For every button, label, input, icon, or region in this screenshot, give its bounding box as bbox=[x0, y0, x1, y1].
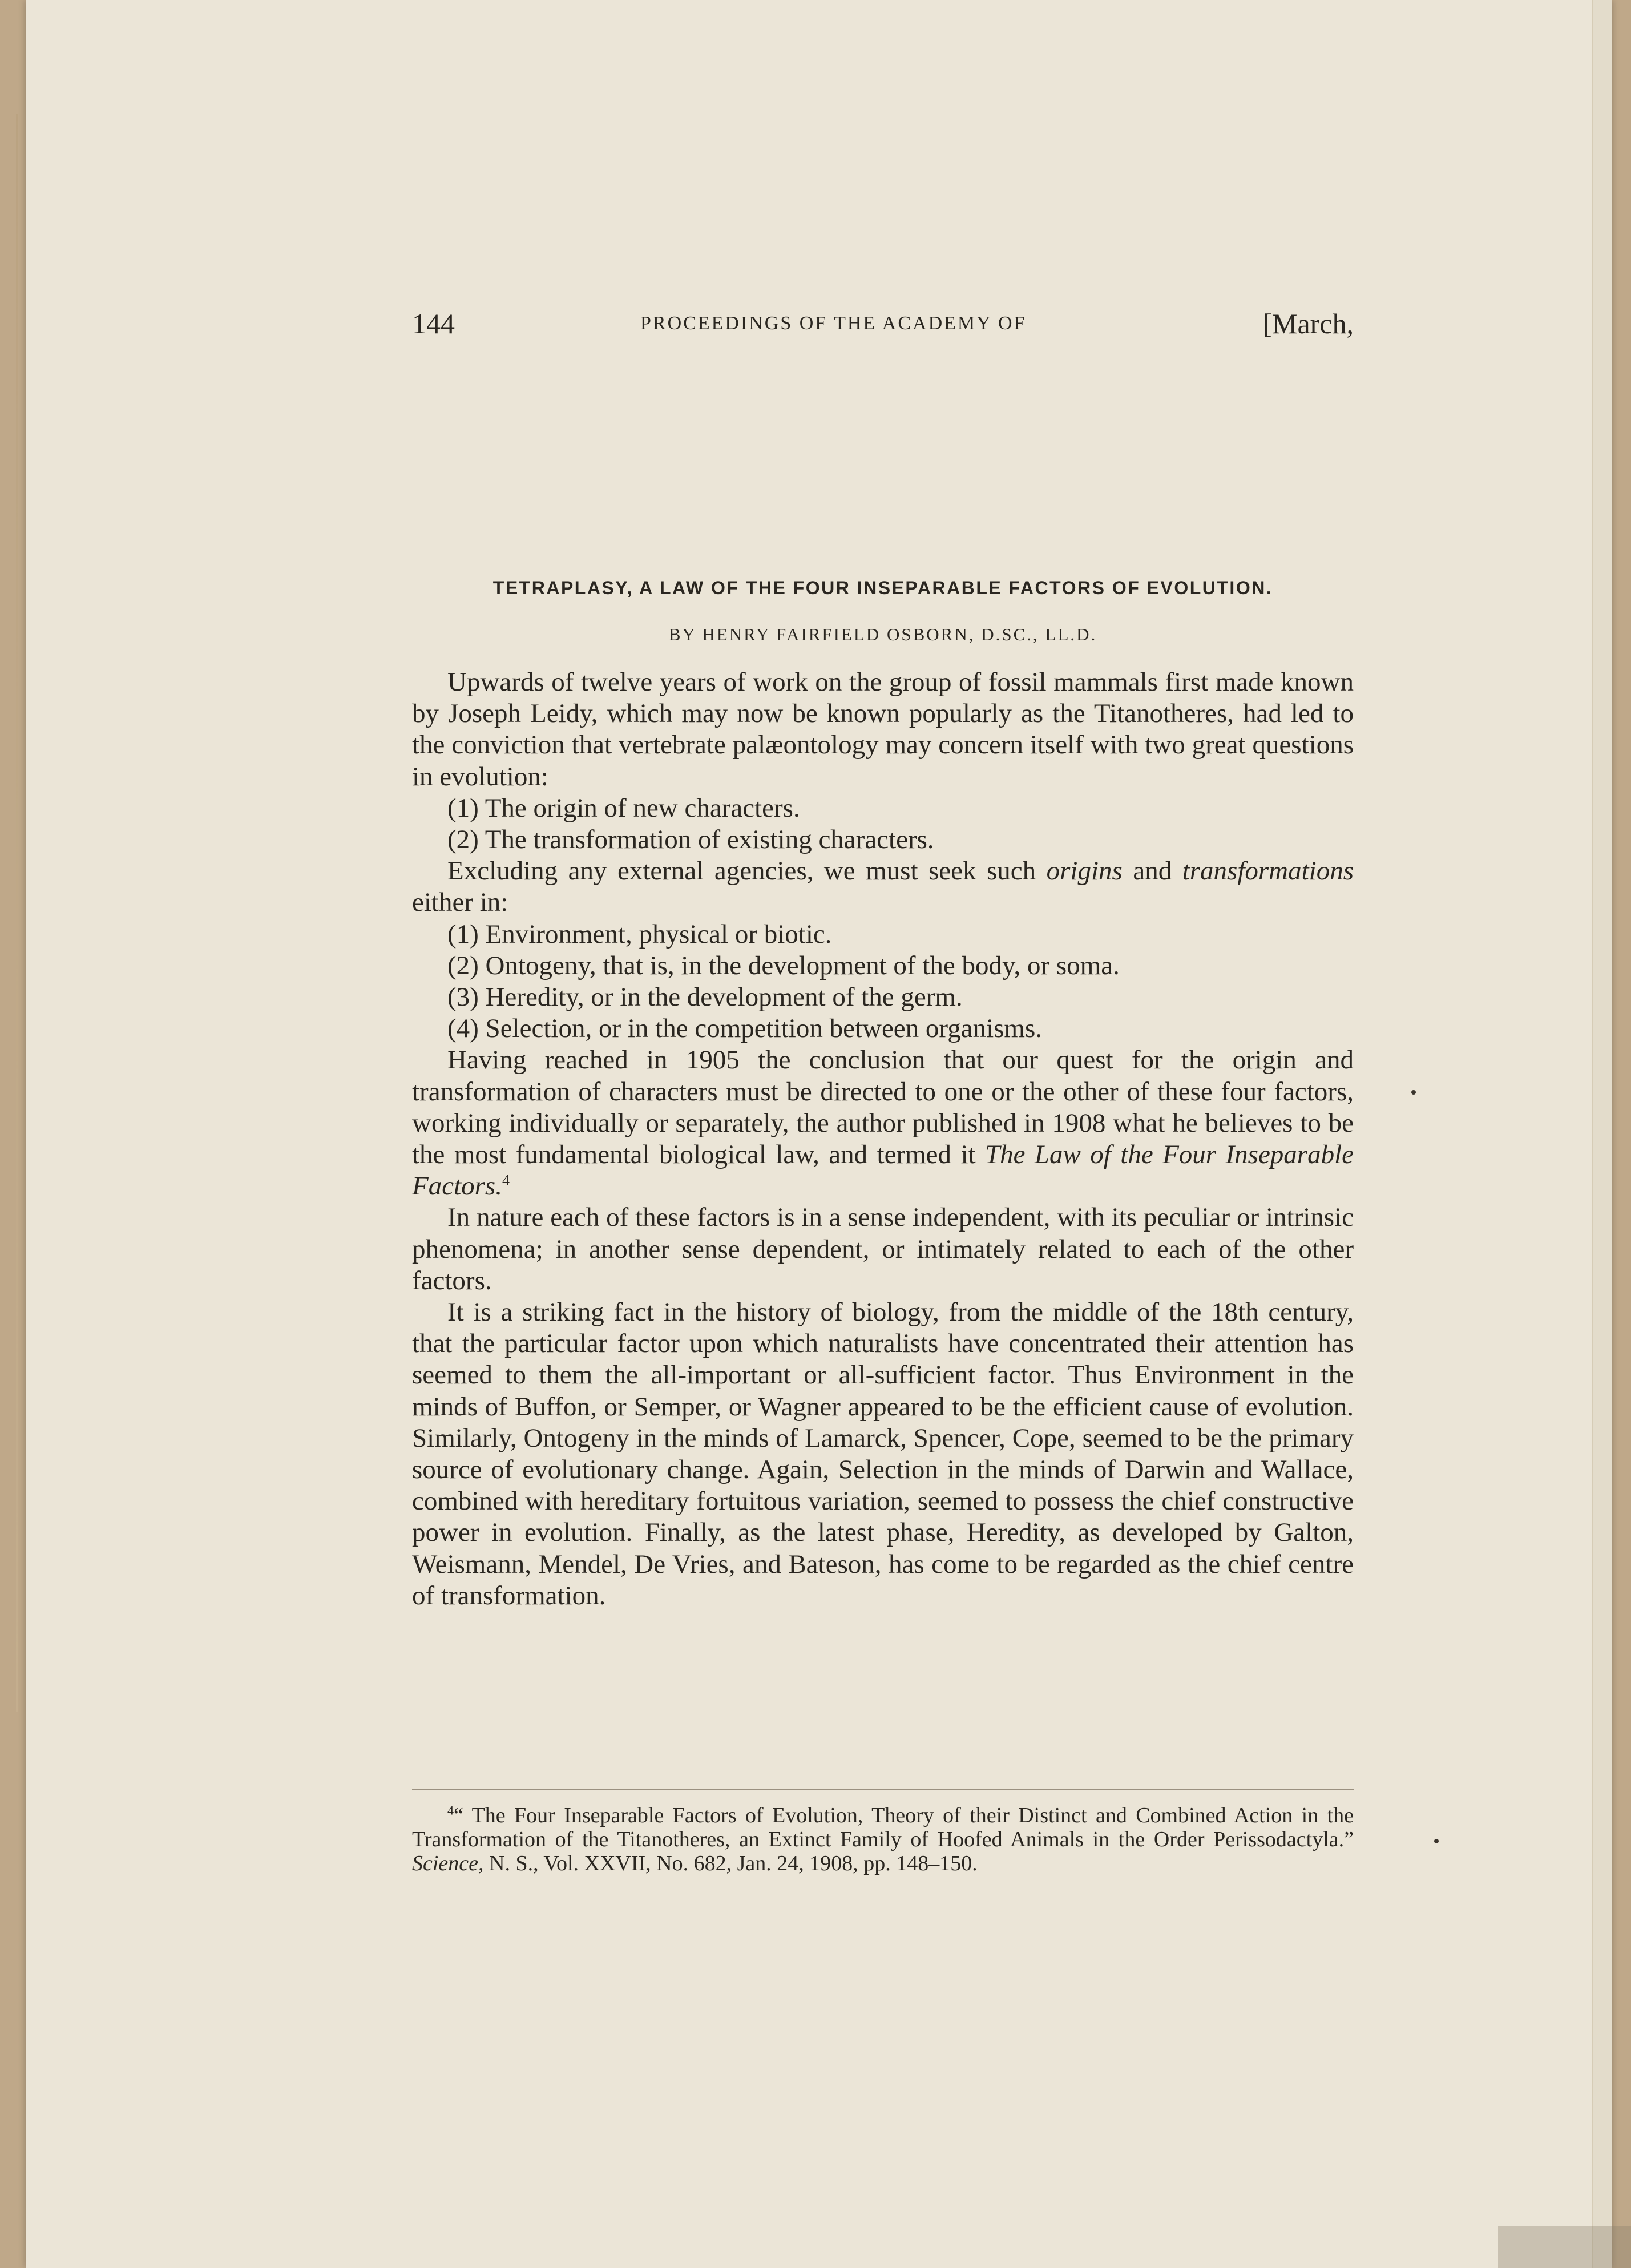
paragraph-law bbox=[412, 1044, 1354, 1202]
footnote-journal: Science, bbox=[412, 1851, 484, 1875]
paragraph-nature: In nature each of these factors is in a sense independent, with its peculiar or intrinsic phenomena; in another sense dependent, or intimately related to each of the other factors. bbox=[412, 1202, 1354, 1296]
article-byline: BY HENRY FAIRFIELD OSBORN, D.SC., LL.D. bbox=[668, 624, 1097, 644]
footnote-marker: 4 bbox=[447, 1803, 454, 1818]
paragraph-intro: Upwards of twelve years of work on the group of fossil mammals first made known by Joseph Leidy, which may now be known popularly as the Titanotheres, had led to the conviction that vertebrate palæontology may concern itself with two great questions in evolution: bbox=[412, 667, 1354, 792]
italic-term: origins bbox=[1046, 856, 1123, 886]
paragraph-excluding bbox=[412, 855, 1354, 918]
footnote-rule bbox=[412, 1789, 1354, 1790]
text-span: and bbox=[1133, 856, 1172, 886]
running-head bbox=[412, 307, 1354, 347]
article-title: TETRAPLASY, A LAW OF THE FOUR INSEPARABLE FACTORS OF EVOLUTION. bbox=[492, 578, 1273, 598]
page-edge bbox=[1592, 0, 1612, 2268]
factor-item: (3) Heredity, or in the development of the germ. bbox=[447, 982, 963, 1012]
factor-item: (4) Selection, or in the competition between organisms. bbox=[447, 1014, 1043, 1044]
text-span: Having reached in 1905 the conclusion that our quest for the origin and transformation of characters must be directed to one or the other of these four factors, working individually or separately, the author published in 1908 what he believes to be the most fundamental biological law, and termed it bbox=[412, 1045, 1354, 1170]
factor-item: (1) Environment, physical or biotic. bbox=[447, 919, 832, 949]
paragraph-history: It is a striking fact in the history of biology, from the middle of the 18th century, that the particular factor upon which naturalists have concentrated their attention has seemed to them the all-important or all-sufficient factor. Thus Environment in the minds of Buffon, or Semper, or Wagner appeared to be the efficient cause of evolution. Similarly, Ontogeny in the minds of Lamarck, Spencer, Cope, seemed to be the primary source of evolutionary change. Again, Selection in the minds of Darwin and Wallace, combined with hereditary fortuitous variation, seemed to possess the chief constructive power in evolution. Finally, as the latest phase, Heredity, as developed by Galton, Weismann, Mendel, De Vries, and Bateson, has come to be regarded as the chief centre of transformation. bbox=[412, 1297, 1354, 1611]
running-date: [March, bbox=[1262, 308, 1354, 340]
footnote bbox=[412, 1803, 1354, 1875]
factor-item: (2) Ontogeny, that is, in the development of the body, or soma. bbox=[447, 950, 1120, 980]
italic-law-title: The Law of the Four Inseparable Factors. bbox=[412, 1140, 1354, 1201]
question-item: (2) The transformation of existing characters. bbox=[447, 825, 934, 855]
footnote-text: “ The Four Inseparable Factors of Evolution, Theory of their Distinct and Combined Action in the Transformation of the Titanotheres, an Extinct Family of Hoofed Animals in the Order Perissodactyla.” bbox=[412, 1803, 1354, 1851]
footnote-citation: N. S., Vol. XXVII, No. 682, Jan. 24, 1908, pp. 148–150. bbox=[489, 1851, 978, 1875]
question-item: (1) The origin of new characters. bbox=[447, 793, 800, 823]
text-span: Excluding any external agencies, we must seek such bbox=[447, 856, 1036, 886]
page-number: 144 bbox=[412, 308, 455, 340]
page-stain bbox=[1498, 2226, 1631, 2268]
italic-term: transformations bbox=[1182, 856, 1354, 886]
text-span: either in: bbox=[412, 887, 508, 918]
paper-edge-shadow bbox=[16, 114, 18, 1712]
ink-mark bbox=[1434, 1839, 1439, 1843]
article-body bbox=[412, 667, 1354, 1612]
footnote-reference[interactable]: 4 bbox=[502, 1172, 510, 1189]
ink-mark bbox=[1411, 1090, 1416, 1095]
running-title: PROCEEDINGS OF THE ACADEMY OF bbox=[640, 313, 1027, 334]
